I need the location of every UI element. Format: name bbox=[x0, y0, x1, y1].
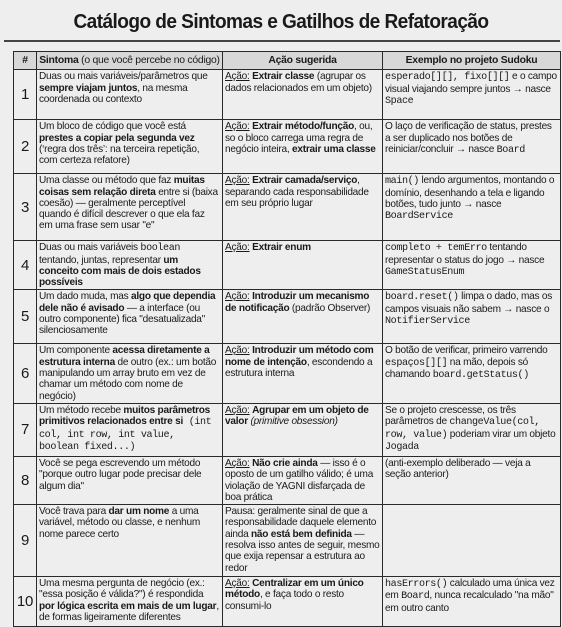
table-row bbox=[14, 505, 561, 577]
header-symptom bbox=[37, 52, 223, 70]
table-row bbox=[14, 120, 561, 174]
action-text: (primitive obsession) bbox=[250, 416, 338, 428]
symptom-text: Uma mesma pergunta de negócio (ex.: "essa posição é válida?") é respondida bbox=[39, 578, 205, 601]
table-row bbox=[14, 70, 561, 120]
action-cell bbox=[223, 403, 383, 456]
action-cell bbox=[223, 456, 383, 504]
example-text: tentando representar o status do jogo → nasce bbox=[385, 242, 545, 266]
example-text: completo + temErro bbox=[385, 243, 487, 255]
example-text: main() bbox=[385, 176, 419, 188]
symptom-text: um conceito com mais de dois estados possíveis bbox=[39, 254, 201, 289]
action-text: , separando cada responsabilidade em seu próprio lugar bbox=[225, 175, 369, 209]
action-text: Extrair enum bbox=[252, 242, 311, 254]
symptom-cell bbox=[37, 120, 223, 174]
symptom-text: muitos parâmetros primitivos relacionados entre si bbox=[39, 404, 211, 428]
example-text: Board bbox=[496, 144, 525, 156]
example-text: esperado[][], fixo[][] bbox=[385, 72, 510, 84]
symptom-text: sempre viajam juntos bbox=[39, 82, 138, 94]
header-example: Exemplo no projeto Sudoku bbox=[383, 52, 561, 70]
action-text: Ação: bbox=[225, 121, 250, 133]
symptom-text: (int col, int row, int value, boolean fixed...) bbox=[39, 417, 212, 453]
example-text: e o campo visual viajando sempre juntos → nasce bbox=[385, 71, 557, 95]
row-number: 3 bbox=[14, 174, 37, 241]
action-text: Pausa: geralmente sinal de que a responsabilidade daquele elemento ainda bbox=[225, 506, 377, 540]
example-cell bbox=[383, 290, 561, 344]
action-text: Ação: bbox=[225, 345, 250, 357]
symptom-text: Um método recebe bbox=[39, 404, 124, 416]
example-text: Jogada bbox=[385, 441, 419, 453]
action-text: Extrair classe bbox=[252, 71, 315, 83]
action-text: extrair uma classe bbox=[292, 143, 376, 155]
example-text: calculado uma única vez em bbox=[385, 578, 555, 602]
row-number: 7 bbox=[14, 403, 37, 456]
example-text: O botão de verificar, primeiro varrendo bbox=[385, 345, 548, 357]
action-text: Introduzir um mecanismo de notificação bbox=[225, 291, 370, 314]
symptom-text: acessa diretamente a estrutura interna bbox=[39, 345, 210, 368]
action-text: , escondendo a estrutura interna bbox=[225, 356, 373, 380]
header-number: # bbox=[14, 52, 37, 70]
action-text: (agrupar os dados relacionados em um objeto) bbox=[225, 71, 372, 94]
row-number: 4 bbox=[14, 241, 37, 290]
symptom-cell bbox=[37, 403, 223, 456]
row-number: 5 bbox=[14, 290, 37, 344]
action-cell bbox=[223, 174, 383, 241]
symptom-cell bbox=[37, 290, 223, 344]
row-number: 1 bbox=[14, 70, 37, 120]
example-cell bbox=[383, 241, 561, 290]
table-row bbox=[14, 290, 561, 344]
example-text: limpa o dado, mas os campos visuais não sabem → nasce o bbox=[385, 291, 553, 315]
symptom-text: tentando, juntas, representar bbox=[39, 254, 164, 266]
action-text: (padrão Observer) bbox=[289, 302, 371, 314]
example-text: Space bbox=[385, 95, 414, 107]
example-text: O laço de verificação de status, prestes a ser duplicado nos botões de reiniciar/concluir → nasce bbox=[385, 121, 552, 155]
table-row bbox=[14, 241, 561, 290]
action-text: Não crie ainda bbox=[252, 457, 318, 469]
symptom-text: por lógica escrita em mais de um lugar bbox=[39, 600, 217, 612]
table-row bbox=[14, 174, 561, 241]
symptom-text: Você trava para bbox=[39, 506, 109, 518]
action-text: Agrupar em um objeto de valor bbox=[225, 404, 369, 428]
table-header-row bbox=[14, 52, 561, 70]
header-symptom-bold: Sintoma bbox=[39, 55, 79, 66]
symptom-text: Um bloco de código que você está bbox=[39, 121, 186, 133]
action-cell bbox=[223, 577, 383, 627]
example-text: lendo argumentos, montando o domínio, desenhando a tela e ligando botões, tudo junto → nasce bbox=[385, 175, 555, 210]
example-cell bbox=[383, 456, 561, 504]
example-text: board.getStatus() bbox=[432, 370, 529, 382]
example-text: NotifierService bbox=[385, 316, 470, 328]
action-text: , e faça todo o resto consumi-lo bbox=[225, 589, 344, 612]
page-title: Catálogo de Sintomas e Gatilhos de Refatoração bbox=[73, 10, 489, 33]
action-text: — isso é o oposto de um gatilho válido; é uma violação de YAGNI disfarçada de boa prática bbox=[225, 457, 374, 503]
action-text: Extrair camada/serviço bbox=[252, 175, 358, 187]
row-number: 8 bbox=[14, 456, 37, 504]
symptom-text: prestes a copiar pela segunda vez bbox=[39, 132, 195, 144]
symptom-text: muitas coisas sem relação direta bbox=[39, 175, 205, 198]
action-cell bbox=[223, 505, 383, 577]
example-text: , nunca recalculado "na mão" em outro canto bbox=[385, 590, 554, 614]
symptom-text: — a interface (ou outro componente) fica "desatualizada" silenciosamente bbox=[39, 302, 206, 337]
action-text: não está bem definida bbox=[251, 528, 352, 540]
symptom-text: , na mesma coordenada ou contexto bbox=[39, 82, 188, 105]
symptom-text: Uma classe ou método que faz bbox=[39, 175, 174, 187]
example-cell bbox=[383, 577, 561, 627]
example-text: poderiam virar um objeto bbox=[447, 428, 556, 440]
symptom-text: Um componente bbox=[39, 345, 113, 357]
refactoring-catalog-table bbox=[13, 51, 561, 627]
example-cell bbox=[383, 344, 561, 403]
example-cell bbox=[383, 120, 561, 174]
symptom-cell bbox=[37, 70, 223, 120]
symptom-text: Duas ou mais variáveis bbox=[39, 242, 141, 254]
symptom-text: entre si (baixa coesão) — geralmente perceptível quando é difícil descrever o que ela faz em uma frase sem usar "e" bbox=[39, 186, 218, 232]
action-cell bbox=[223, 120, 383, 174]
action-cell bbox=[223, 344, 383, 403]
symptom-cell bbox=[37, 174, 223, 241]
action-cell bbox=[223, 241, 383, 290]
symptom-text: (‘regra dos três’: na terceira repetição, com certeza refatore) bbox=[39, 143, 200, 167]
action-text: Ação: bbox=[225, 578, 250, 590]
example-text: board.reset() bbox=[385, 292, 459, 304]
example-text: espaços[][] bbox=[385, 357, 448, 369]
example-text: Board bbox=[401, 591, 430, 603]
example-text: Se o projeto crescesse, os três parâmetros de bbox=[385, 404, 516, 428]
action-cell bbox=[223, 70, 383, 120]
example-cell bbox=[383, 174, 561, 241]
action-text: Ação: bbox=[225, 175, 250, 187]
symptom-cell bbox=[37, 577, 223, 627]
example-text: na mão, depois só chamando bbox=[385, 356, 529, 381]
example-cell bbox=[383, 403, 561, 456]
symptom-text: Duas ou mais variáveis/parâmetros que bbox=[39, 71, 208, 83]
symptom-cell bbox=[37, 344, 223, 403]
example-cell bbox=[383, 505, 561, 577]
action-text: Ação: bbox=[225, 242, 250, 254]
example-text: GameStatusEnum bbox=[385, 266, 465, 278]
example-text: (anti-exemplo deliberado — veja a seção anterior) bbox=[385, 457, 531, 481]
action-text: Introduzir um método com nome de intenção bbox=[225, 345, 374, 368]
row-number: 9 bbox=[14, 505, 37, 577]
symptom-text: Um dado muda, mas bbox=[39, 291, 131, 303]
example-cell bbox=[383, 70, 561, 120]
symptom-text: a uma variável, método ou classe, e nenhum nome parece certo bbox=[39, 506, 201, 540]
table-row bbox=[14, 577, 561, 627]
action-text: , ou, so o bloco carrega uma regra de negócio inteira, bbox=[225, 121, 373, 155]
action-text: Extrair método/função bbox=[252, 121, 354, 133]
example-text: BoardService bbox=[385, 211, 453, 223]
header-action: Ação sugerida bbox=[223, 52, 383, 70]
example-text: hasErrors() bbox=[385, 579, 448, 591]
action-text: Ação: bbox=[225, 404, 250, 416]
row-number: 10 bbox=[14, 577, 37, 627]
row-number: 6 bbox=[14, 344, 37, 403]
symptom-text: algo que dependia dele não é avisado bbox=[39, 291, 216, 314]
table-row bbox=[14, 456, 561, 504]
title-underline bbox=[4, 40, 560, 42]
symptom-text: Você se pega escrevendo um método "porque outro lugar pode precisar dele algum dia" bbox=[39, 457, 202, 492]
symptom-cell bbox=[37, 241, 223, 290]
symptom-text: de outro (ex.: um botão manipulando um array bruto em vez de chamar um método com nome de negócio) bbox=[39, 356, 217, 402]
symptom-text: , de formas ligeiramente diferentes bbox=[39, 600, 219, 624]
symptom-cell bbox=[37, 505, 223, 577]
table-body bbox=[14, 70, 561, 627]
table-row bbox=[14, 403, 561, 456]
symptom-text: boolean bbox=[140, 243, 181, 255]
action-text: Ação: bbox=[225, 291, 250, 303]
symptom-text: dar um nome bbox=[108, 506, 170, 518]
row-number: 2 bbox=[14, 120, 37, 174]
action-text: Ação: bbox=[225, 71, 250, 83]
header-symptom-note: (o que você percebe no código) bbox=[78, 55, 220, 66]
action-text: Centralizar em um único método bbox=[225, 578, 364, 601]
action-cell bbox=[223, 290, 383, 344]
action-text: — resolva isso antes de seguir, mesmo que exija repensar a estrutura ao redor bbox=[225, 528, 380, 574]
example-text: changeValue(col, row, value) bbox=[385, 417, 540, 441]
table-row bbox=[14, 344, 561, 403]
action-text: Ação: bbox=[225, 457, 250, 469]
symptom-cell bbox=[37, 456, 223, 504]
